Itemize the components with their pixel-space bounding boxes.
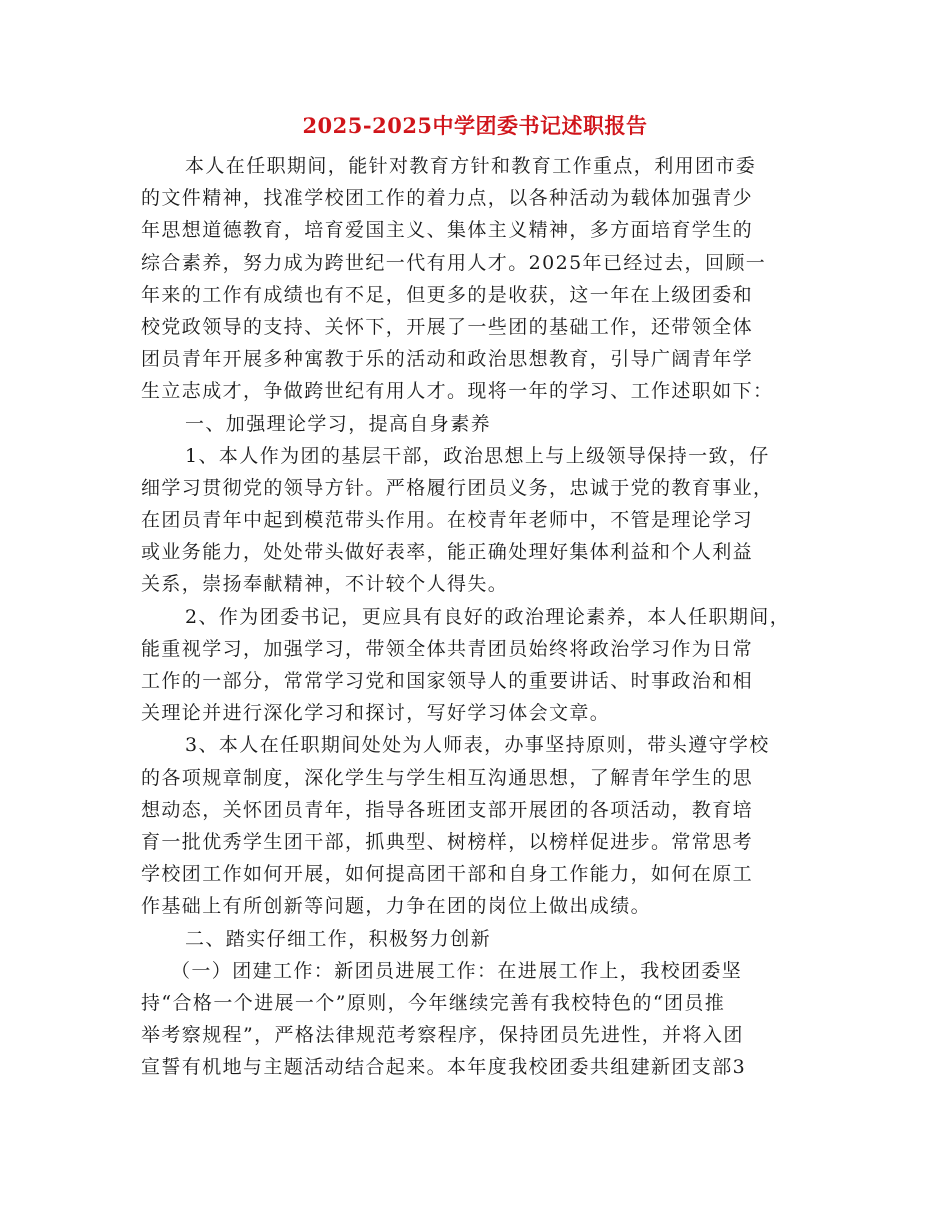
body-line: 团员青年开展多种寓教于乐的活动和政治思想教育，引导广阔青年学 — [141, 348, 754, 371]
body-line: 的各项规章制度，深化学生与学生相互沟通思想，了解青年学生的思 — [141, 766, 754, 789]
body-line: 二、踏实仔细工作，积极努力创新 — [185, 927, 492, 950]
document-title: 2025-2025中学团委书记述职报告 — [302, 113, 648, 138]
body-line: 生立志成才，争做跨世纪有用人才。现将一年的学习、工作述职如下： — [141, 380, 774, 403]
body-line: 年思想道德教育，培育爱国主义、集体主义精神，多方面培育学生的 — [141, 219, 754, 242]
body-line: 作基础上有所创新等问题，力争在团的岗位上做出成绩。 — [141, 895, 652, 918]
body-line: 细学习贯彻党的领导方针。严格履行团员义务，忠诚于党的教育事业， — [141, 476, 774, 499]
body-line: 或业务能力，处处带头做好表率，能正确处理好集体利益和个人利益 — [141, 541, 754, 564]
body-line: 校党政领导的支持、关怀下，开展了一些团的基础工作，还带领全体 — [141, 315, 754, 338]
document-body — [141, 150, 821, 1083]
body-line: 学校团工作如何开展，如何提高团干部和自身工作能力，如何在原工 — [141, 863, 754, 886]
body-line: 的文件精神，找准学校团工作的着力点，以各种活动为载体加强青少 — [141, 187, 754, 210]
body-line: 1、本人作为团的基层干部，政治思想上与上级领导保持一致，仔 — [185, 444, 770, 467]
body-line: 能重视学习，加强学习，带领全体共青团员始终将政治学习作为日常 — [141, 637, 754, 660]
body-line: 本人在任职期间，能针对教育方针和教育工作重点，利用团市委 — [185, 155, 757, 177]
body-line: 2、作为团委书记，更应具有良好的政治理论素养，本人任职期间， — [185, 605, 791, 628]
body-line: （一）团建工作：新团员进展工作：在进展工作上，我校团委坚 — [171, 959, 743, 982]
body-line: 想动态，关怀团员青年，指导各班团支部开展团的各项活动，教育培 — [141, 798, 754, 821]
body-line: 持“合格一个进展一个”原则，今年继续完善有我校特色的“团员推 — [141, 991, 726, 1014]
body-line: 一、加强理论学习，提高自身素养 — [185, 412, 492, 435]
body-line: 年来的工作有成绩也有不足，但更多的是收获，这一年在上级团委和 — [141, 283, 754, 306]
body-line: 3、本人在任职期间处处为人师表，办事坚持原则，带头遵守学校 — [185, 734, 770, 757]
body-line: 关系，崇扬奉献精神，不计较个人得失。 — [141, 573, 509, 596]
body-line: 综合素养，努力成为跨世纪一代有用人才。2025年已经过去，回顾一 — [141, 251, 767, 274]
body-line: 宣誓有机地与主题活动结合起来。本年度我校团委共组建新团支部3 — [141, 1056, 747, 1079]
body-line: 举考察规程”，严格法律规范考察程序，保持团员先进性，并将入团 — [141, 1024, 744, 1047]
body-line: 关理论并进行深化学习和探讨，写好学习体会文章。 — [141, 702, 611, 725]
body-line: 育一批优秀学生团干部，抓典型、树榜样，以榜样促进步。常常思考 — [141, 830, 754, 853]
body-line: 工作的一部分，常常学习党和国家领导人的重要讲话、时事政治和相 — [141, 670, 754, 692]
body-line: 在团员青年中起到模范带头作用。在校青年老师中，不管是理论学习 — [141, 509, 754, 532]
